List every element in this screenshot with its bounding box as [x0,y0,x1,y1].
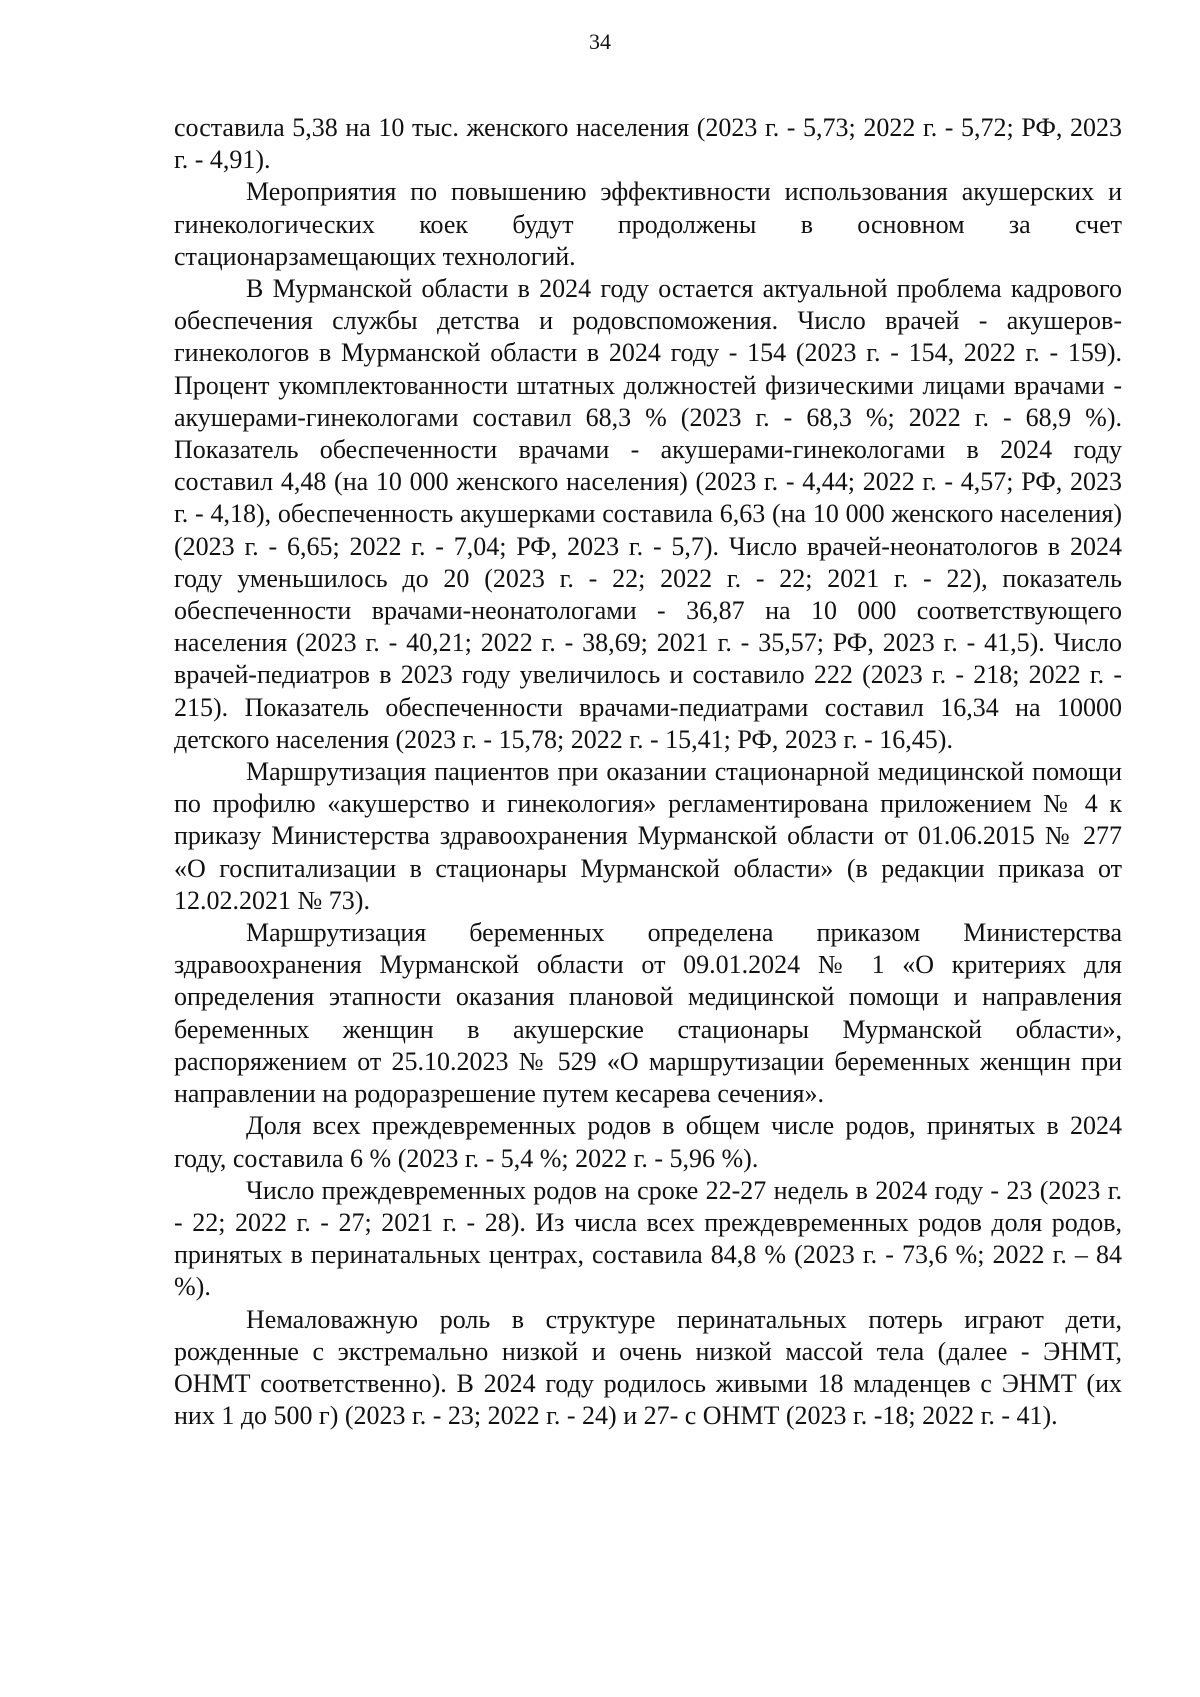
paragraph-2: Мероприятия по повышению эффективности использования акушерских и гинекологических коек будут продолжены в основном за счет стационарзамещающих технологий. [174,177,1122,271]
paragraph-1: составила 5,38 на 10 тыс. женского населения (2023 г. - 5,73; 2022 г. - 5,72; РФ, 2023 г. - 4,91). [174,113,1122,175]
page-number: 34 [589,29,611,54]
paragraph-6: Доля всех преждевременных родов в общем числе родов, принятых в 2024 году, составила 6 % (2023 г. - 5,4 %; 2022 г. - 5,96 %). [174,1111,1122,1173]
paragraph-7: Число преждевременных родов на сроке 22-27 недель в 2024 году - 23 (2023 г. - 22; 2022 г. - 27; 2021 г. - 28). Из числа всех преждевременных родов доля родов, принятых в перинатальных центрах, составила 84,8 % (2023 г. - 73,6 %; 2022 г. – 84 %). [174,1175,1122,1302]
paragraph-8: Немаловажную роль в структуре перинатальных потерь играют дети, рожденные с экстремально низкой и очень низкой массой тела (далее - ЭНМТ, ОНМТ соответственно). В 2024 году родилось живыми 18 младенцев с ЭНМТ (их них 1 до 500 г) (2023 г. - 23; 2022 г. - 24) и 27- с ОНМТ (2023 г. -18; 2022 г. - 41). [174,1304,1122,1431]
paragraph-5: Маршрутизация беременных определена приказом Министерства здравоохранения Мурманской области от 09.01.2024 № 1 «О критериях для определения этапности оказания плановой медицинской помощи и направления беременных женщин в акушерские стационары Мурманской области», распоряжением от 25.10.2023 № 529 «О маршрутизации беременных женщин при направлении на родоразрешение путем кесарева сечения». [174,918,1122,1109]
paragraph-3: В Мурманской области в 2024 году остается актуальной проблема кадрового обеспечения службы детства и родовспоможения. Число врачей - акушеров-гинекологов в Мурманской области в 2024 году - 154 (2023 г. - 154, 2022 г. - 159). Процент укомплектованности штатных должностей физическими лицами врачами - акушерами-гинекологами составил 68,3 % (2023 г. - 68,3 %; 2022 г. - 68,9 %). Показатель обеспеченности врачами - акушерами-гинекологами в 2024 году составил 4,48 (на 10 000 женского населения) (2023 г. - 4,44; 2022 г. - 4,57; РФ, 2023 г. - 4,18), обеспеченность акушерками составила 6,63 (на 10 000 женского населения) (2023 г. - 6,65; 2022 г. - 7,04; РФ, 2023 г. - 5,7). Число врачей-неонатологов в 2024 году уменьшилось до 20 (2023 г. - 22; 2022 г. - 22; 2021 г. - 22), показатель обеспеченности врачами-неонатологами - 36,87 на 10 000 соответствующего населения (2023 г. - 40,21; 2022 г. - 38,69; 2021 г. - 35,57; РФ, 2023 г. - 41,5). Число врачей-педиатров в 2023 году увеличилось и составило 222 (2023 г. - 218; 2022 г. - 215). Показатель обеспеченности врачами-педиатрами составил 16,34 на 10000 детского населения (2023 г. - 15,78; 2022 г. - 15,41; РФ, 2023 г. - 16,45). [174,274,1122,754]
paragraph-4: Маршрутизация пациентов при оказании стационарной медицинской помощи по профилю «акушерство и гинекология» регламентирована приложением № 4 к приказу Министерства здравоохранения Мурманской области от 01.06.2015 № 277 «О госпитализации в стационары Мурманской области» (в редакции приказа от 12.02.2021 № 73). [174,757,1122,915]
document-body [174,112,1122,1432]
